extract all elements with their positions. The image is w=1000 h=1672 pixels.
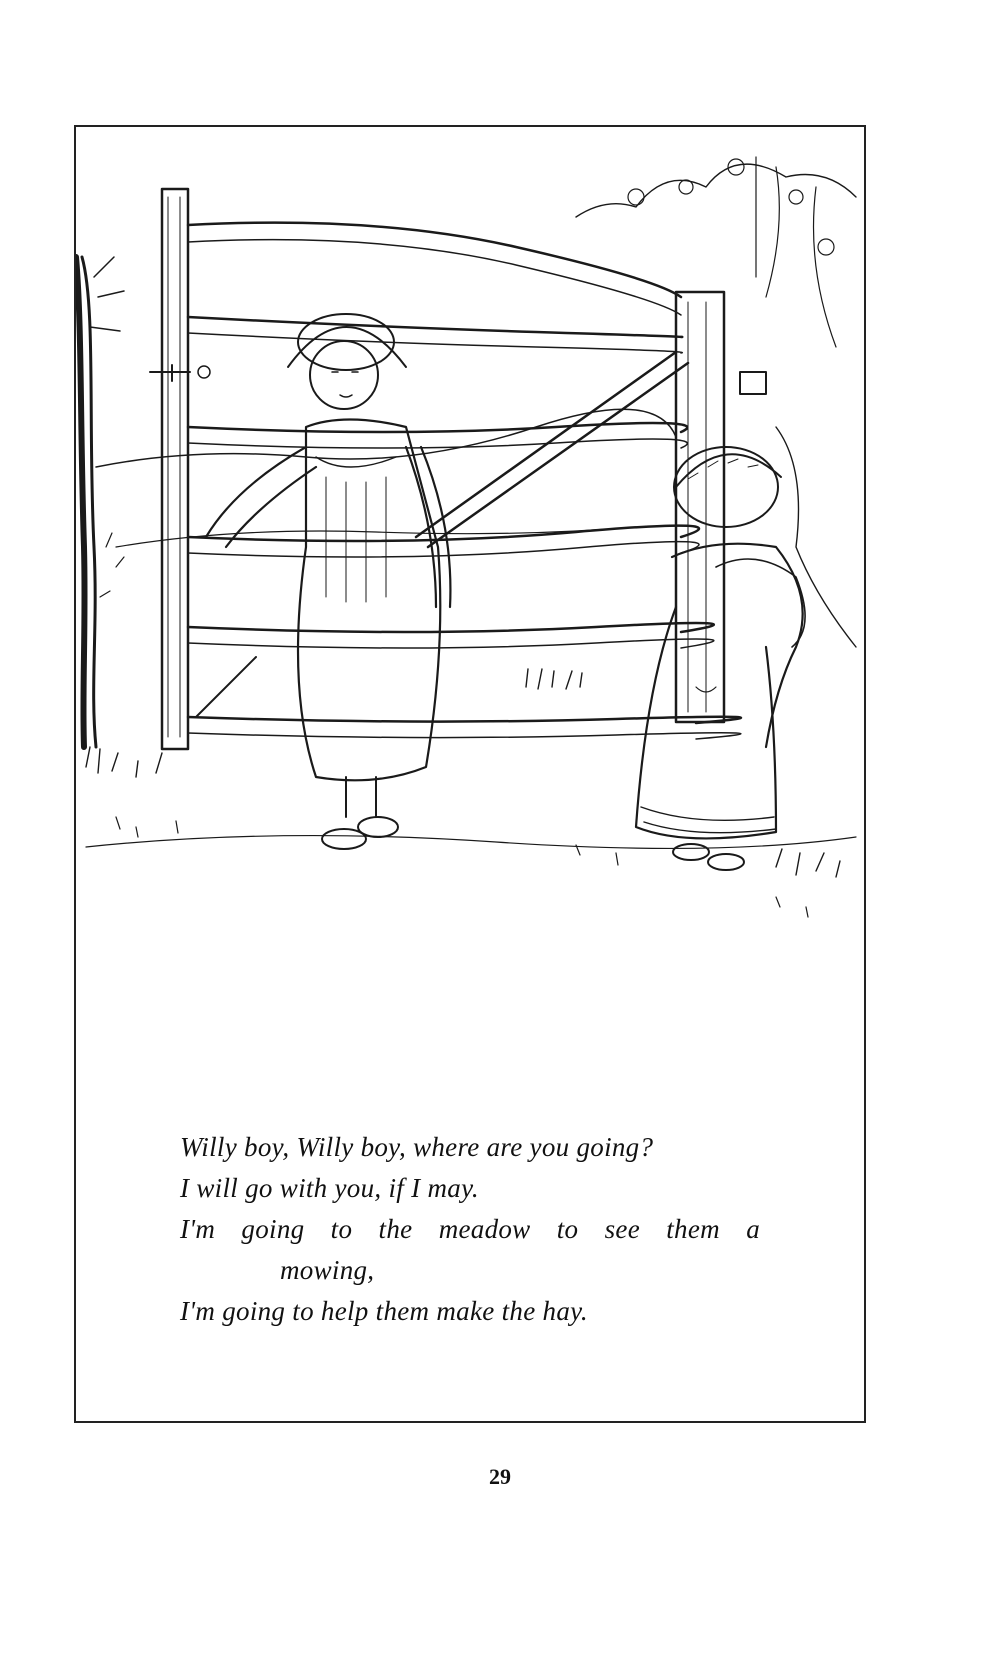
verse-line: I will go with you, if I may. xyxy=(180,1173,479,1203)
gate-illustration xyxy=(76,127,864,1007)
verse xyxy=(180,1127,760,1332)
verse-line: I'm going to help them make the hay. xyxy=(180,1296,588,1326)
verse-line: Willy boy, Willy boy, where are you going? xyxy=(180,1132,654,1162)
verse-line: I'm going to the meadow to see them a xyxy=(180,1214,760,1244)
page-frame xyxy=(74,125,866,1423)
verse-line-continuation: mowing, xyxy=(280,1255,375,1285)
page-number: 29 xyxy=(489,1464,511,1489)
